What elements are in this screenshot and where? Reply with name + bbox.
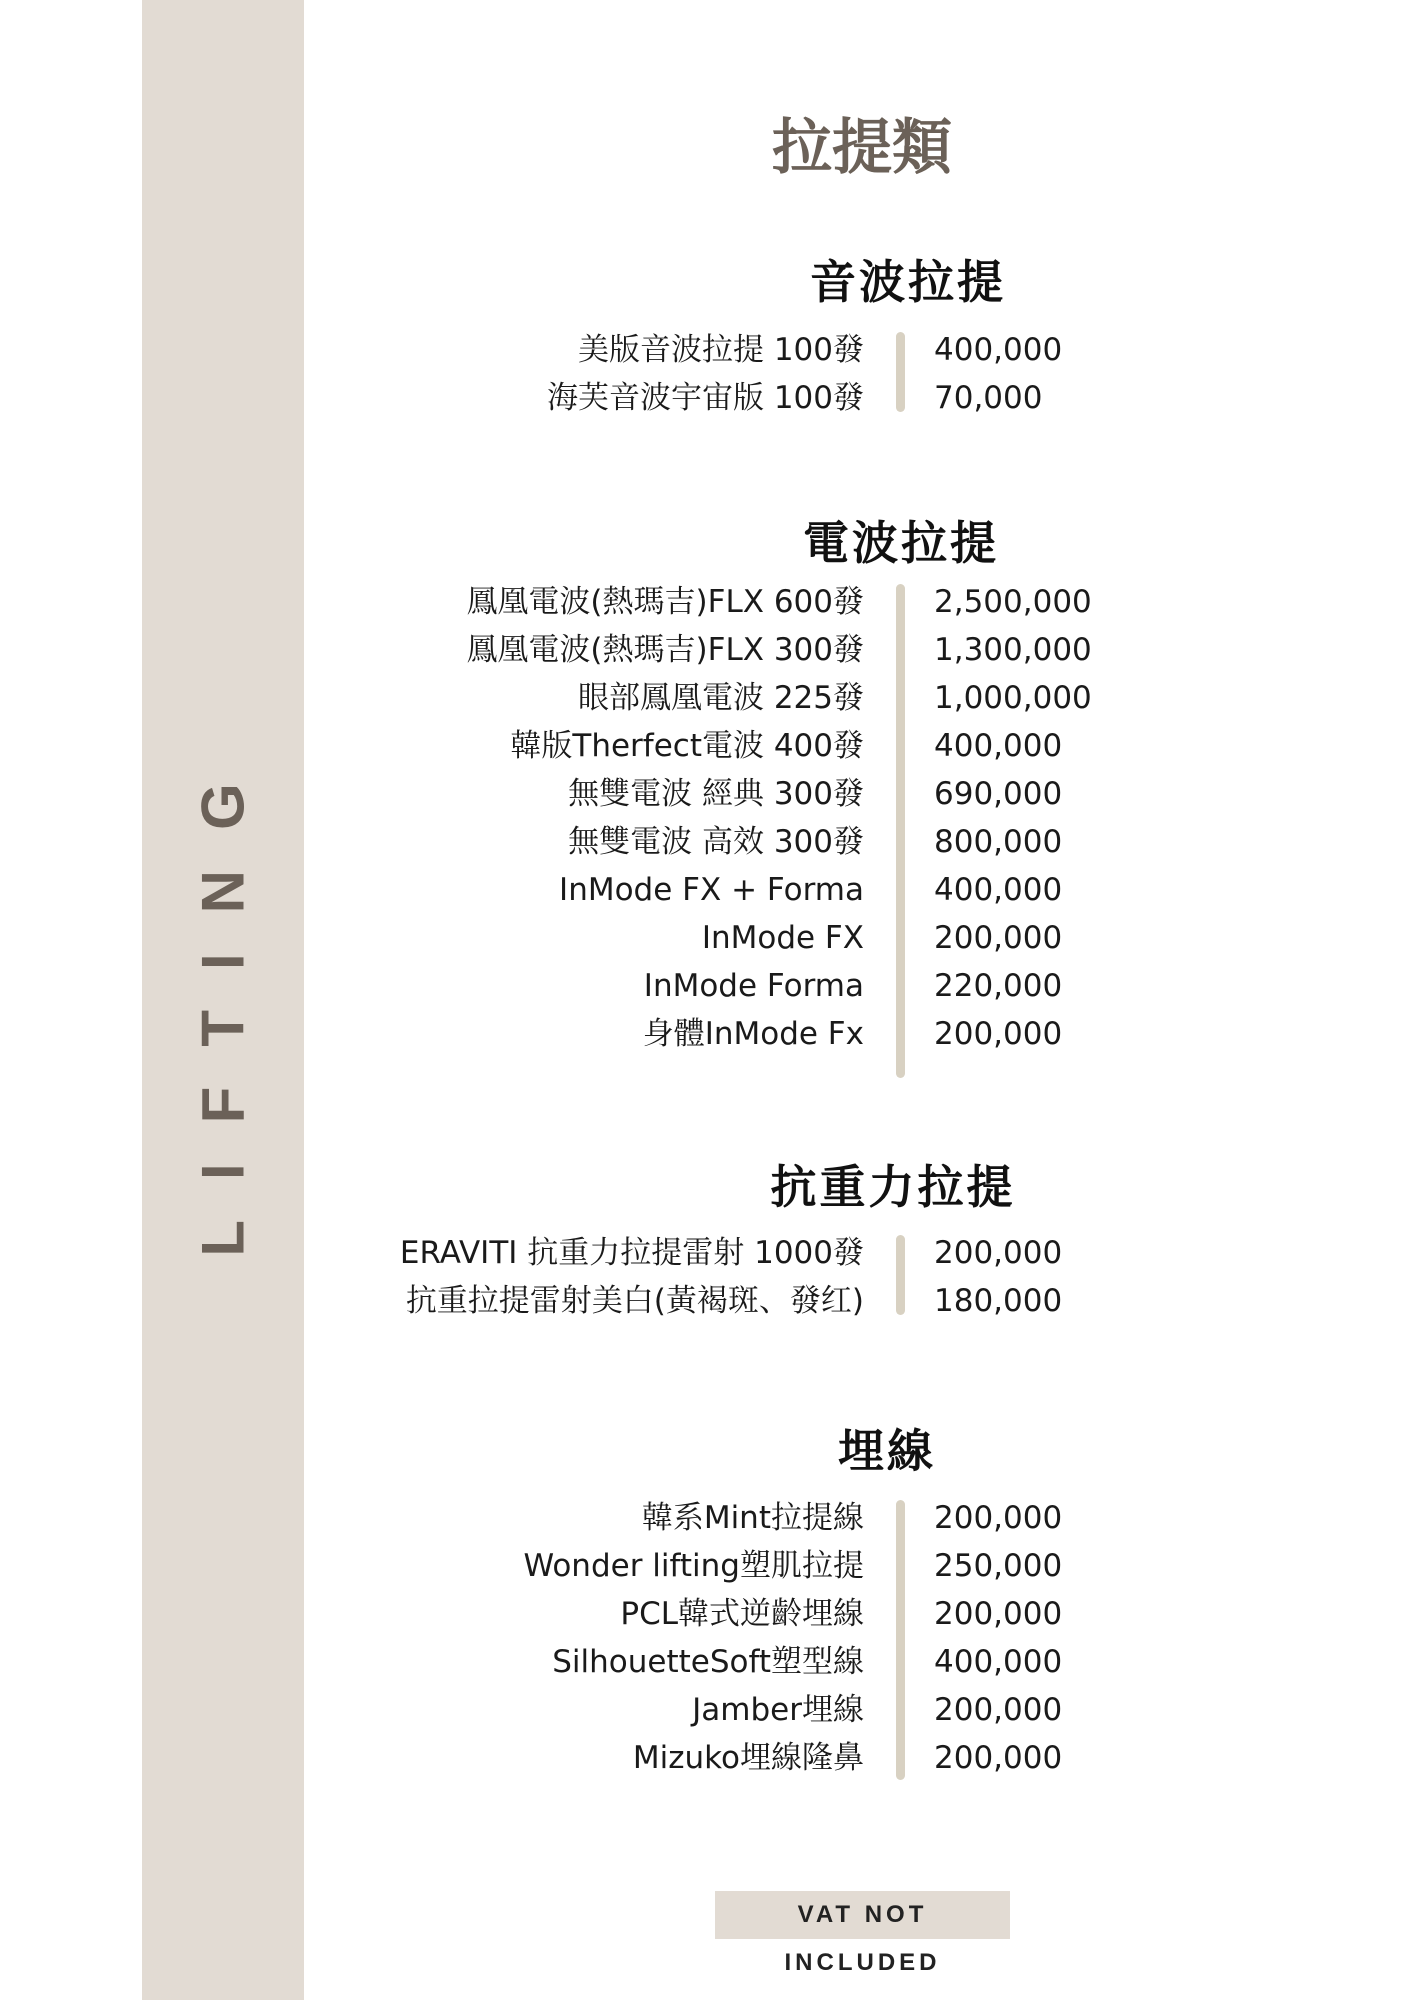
section-title: 埋線 bbox=[838, 1424, 936, 1478]
item-name: 鳳凰電波(熱瑪吉)FLX 600發 bbox=[466, 584, 864, 620]
list-item bbox=[0, 674, 1414, 722]
list-item bbox=[0, 1542, 1414, 1590]
item-name: 韓系Mint拉提線 bbox=[641, 1500, 864, 1536]
list-item bbox=[0, 1010, 1414, 1058]
item-price: 200,000 bbox=[934, 1740, 1063, 1776]
price-list bbox=[0, 1494, 1414, 1782]
item-name: 眼部鳳凰電波 225發 bbox=[577, 680, 864, 716]
list-item bbox=[0, 1686, 1414, 1734]
item-name: 無雙電波 經典 300發 bbox=[568, 776, 864, 812]
section-title: 音波拉提 bbox=[810, 255, 1006, 309]
item-name: 美版音波拉提 100發 bbox=[577, 332, 864, 368]
item-price: 250,000 bbox=[934, 1548, 1063, 1584]
item-price: 400,000 bbox=[934, 872, 1063, 908]
item-price: 200,000 bbox=[934, 1235, 1063, 1271]
list-item bbox=[0, 722, 1414, 770]
side-label: LIFTING bbox=[189, 743, 257, 1257]
item-price: 200,000 bbox=[934, 1500, 1063, 1536]
item-name: 無雙電波 高效 300發 bbox=[568, 824, 864, 860]
item-name: Wonder lifting塑肌拉提 bbox=[523, 1548, 864, 1584]
list-item bbox=[0, 770, 1414, 818]
item-price: 220,000 bbox=[934, 968, 1063, 1004]
item-name: 海芙音波宇宙版 100發 bbox=[546, 380, 864, 416]
list-item bbox=[0, 326, 1414, 374]
list-item bbox=[0, 866, 1414, 914]
item-price: 400,000 bbox=[934, 332, 1063, 368]
section-title: 抗重力拉提 bbox=[770, 1160, 1016, 1214]
item-price: 70,000 bbox=[934, 380, 1043, 416]
item-price: 180,000 bbox=[934, 1283, 1063, 1319]
price-list bbox=[0, 578, 1414, 1058]
item-price: 800,000 bbox=[934, 824, 1063, 860]
item-price: 1,000,000 bbox=[934, 680, 1092, 716]
item-price: 2,500,000 bbox=[934, 584, 1092, 620]
item-name: InMode Forma bbox=[643, 968, 864, 1004]
list-item bbox=[0, 578, 1414, 626]
price-list bbox=[0, 326, 1414, 422]
list-item bbox=[0, 1277, 1414, 1325]
list-item bbox=[0, 1638, 1414, 1686]
list-item bbox=[0, 1494, 1414, 1542]
item-price: 200,000 bbox=[934, 1692, 1063, 1728]
page-title: 拉提類 bbox=[772, 113, 952, 183]
item-name: 韓版Therfect電波 400發 bbox=[510, 728, 864, 764]
item-price: 400,000 bbox=[934, 1644, 1063, 1680]
list-item bbox=[0, 1229, 1414, 1277]
item-price: 400,000 bbox=[934, 728, 1063, 764]
list-item bbox=[0, 626, 1414, 674]
list-item bbox=[0, 914, 1414, 962]
item-name: 抗重拉提雷射美白(黃褐斑、發红) bbox=[405, 1283, 864, 1319]
list-item bbox=[0, 818, 1414, 866]
item-name: PCL韓式逆齡埋線 bbox=[620, 1596, 864, 1632]
item-price: 200,000 bbox=[934, 1016, 1063, 1052]
item-name: InMode FX + Forma bbox=[559, 872, 864, 908]
item-name: InMode FX bbox=[701, 920, 864, 956]
list-item bbox=[0, 1734, 1414, 1782]
item-name: 身體InMode Fx bbox=[642, 1016, 864, 1052]
item-price: 690,000 bbox=[934, 776, 1063, 812]
item-price: 200,000 bbox=[934, 1596, 1063, 1632]
list-item bbox=[0, 1590, 1414, 1638]
list-item bbox=[0, 962, 1414, 1010]
item-name: 鳳凰電波(熱瑪吉)FLX 300發 bbox=[466, 632, 864, 668]
item-name: Mizuko埋線隆鼻 bbox=[632, 1740, 864, 1776]
vat-note: VAT NOT INCLUDED bbox=[715, 1891, 1010, 1939]
list-item bbox=[0, 374, 1414, 422]
item-price: 200,000 bbox=[934, 920, 1063, 956]
item-name: Jamber埋線 bbox=[692, 1692, 864, 1728]
item-price: 1,300,000 bbox=[934, 632, 1092, 668]
section-title: 電波拉提 bbox=[803, 516, 999, 570]
item-name: SilhouetteSoft塑型線 bbox=[552, 1644, 864, 1680]
item-name: ERAVITI 抗重力拉提雷射 1000發 bbox=[399, 1235, 864, 1271]
price-list bbox=[0, 1229, 1414, 1325]
